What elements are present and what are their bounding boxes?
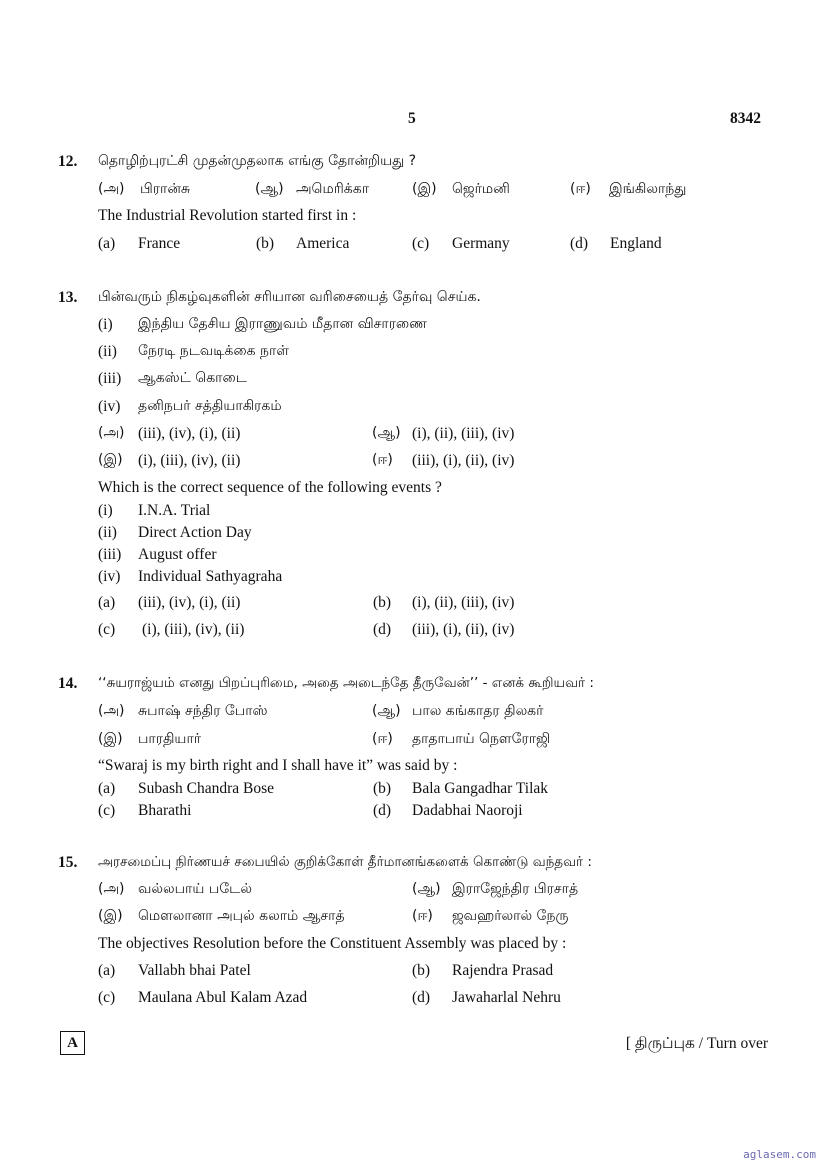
option-text: (iii), (i), (ii), (iv) (412, 452, 515, 469)
option-text: Dadabhai Naoroji (412, 802, 523, 819)
question-number: 13. (58, 289, 78, 306)
option-text: (i), (iii), (iv), (ii) (142, 621, 245, 638)
option-text: (i), (ii), (iii), (iv) (412, 594, 515, 611)
item-text: Direct Action Day (138, 524, 252, 541)
option-label: (அ) (98, 881, 125, 897)
option-label: (c) (98, 802, 116, 819)
item-text: தனிநபர் சத்தியாகிரகம் (138, 398, 282, 414)
option-label: (அ) (98, 703, 125, 719)
question-text-english: Which is the correct sequence of the following events ? (98, 479, 442, 496)
option-label: (a) (98, 780, 116, 797)
option-text: Subash Chandra Bose (138, 780, 275, 797)
option-label: (d) (373, 621, 392, 638)
question-text-tamil: பின்வரும் நிகழ்வுகளின் சரியான வரிசையைத் தேர்வு செய்க. (98, 289, 481, 305)
option-text: மௌலானா அபுல் கலாம் ஆசாத் (138, 908, 345, 924)
option-text: தாதாபாய் நௌரோஜி (412, 731, 551, 747)
question-text-english: “Swaraj is my birth right and I shall have it” was said by : (98, 757, 458, 774)
question-number: 14. (58, 675, 78, 692)
option-label: (ஈ) (372, 452, 393, 468)
item-label: (i) (98, 316, 113, 333)
option-label: (b) (373, 594, 392, 611)
option-text: இங்கிலாந்து (609, 181, 687, 197)
option-label: (ஈ) (412, 908, 433, 924)
question-text-english: The objectives Resolution before the Constituent Assembly was placed by : (98, 935, 567, 952)
question-text-tamil: தொழிற்புரட்சி முதன்முதலாக எங்கு தோன்றியது ? (98, 153, 417, 169)
option-label: (c) (98, 621, 116, 638)
option-label: (ஈ) (372, 731, 393, 747)
option-label: (a) (98, 594, 116, 611)
option-label: (c) (412, 235, 430, 252)
option-text: இராஜேந்திர பிரசாத் (452, 881, 579, 897)
option-text: (iii), (iv), (i), (ii) (138, 594, 241, 611)
option-text: பாரதியார் (138, 731, 202, 747)
question-text-tamil: அரசமைப்பு நிர்ணயச் சபையில் குறிக்கோள் தீர்மானங்களைக் கொண்டு வந்தவர் : (98, 854, 592, 870)
option-text: Rajendra Prasad (452, 962, 554, 979)
option-label: (ஆ) (372, 703, 401, 719)
option-text: Bala Gangadhar Tilak (412, 780, 549, 797)
option-label: (b) (373, 780, 392, 797)
item-text: August offer (138, 546, 217, 563)
question-text-tamil: ‘‘சுயராஜ்யம் எனது பிறப்புரிமை, அதை அடைந்தே தீருவேன்’’ - எனக் கூறியவர் : (98, 675, 594, 691)
option-label: (d) (570, 235, 589, 252)
item-label: (iv) (98, 568, 121, 585)
option-text: Maulana Abul Kalam Azad (138, 989, 308, 1006)
option-text: America (296, 235, 350, 252)
item-label: (i) (98, 502, 113, 519)
option-label: (b) (412, 962, 431, 979)
item-label: (ii) (98, 524, 117, 541)
item-label: (ii) (98, 343, 117, 360)
item-text: இந்திய தேசிய இராணுவம் மீதான விசாரணை (138, 316, 427, 332)
option-label: (d) (373, 802, 392, 819)
option-label: (இ) (412, 181, 437, 197)
option-label: (இ) (98, 731, 123, 747)
option-label: (ஆ) (255, 181, 284, 197)
option-text: ஜவஹர்லால் நேரு (452, 908, 569, 924)
question-number: 12. (58, 153, 78, 170)
turn-over-label: [ திருப்புக / Turn over (625, 1035, 768, 1052)
option-text: அமெரிக்கா (296, 181, 370, 197)
page-number: 5 (408, 110, 416, 127)
option-label: (a) (98, 235, 116, 252)
item-label: (iii) (98, 546, 122, 563)
item-label: (iii) (98, 370, 122, 387)
option-text: France (138, 235, 181, 252)
option-label: (ஈ) (570, 181, 591, 197)
question-text-english: The Industrial Revolution started first in : (98, 207, 357, 224)
paper-code: 8342 (730, 110, 761, 127)
option-label: (a) (98, 962, 116, 979)
option-label: (d) (412, 989, 431, 1006)
option-label: (ஆ) (372, 425, 401, 441)
option-text: பிரான்சு (140, 181, 191, 197)
option-text: ஜெர்மனி (452, 181, 510, 197)
item-text: நேரடி நடவடிக்கை நாள் (138, 343, 289, 359)
option-text: (i), (ii), (iii), (iv) (412, 425, 515, 442)
option-text: (iii), (iv), (i), (ii) (138, 425, 241, 442)
option-label: (b) (256, 235, 275, 252)
item-label: (iv) (98, 398, 121, 415)
option-label: (இ) (98, 452, 123, 468)
question-number: 15. (58, 854, 78, 871)
option-label: (அ) (98, 181, 125, 197)
option-text: வல்லபாய் படேல் (138, 881, 252, 897)
option-text: Jawaharlal Nehru (452, 989, 561, 1006)
option-text: (iii), (i), (ii), (iv) (412, 621, 515, 638)
option-text: Bharathi (138, 802, 192, 819)
option-text: Germany (452, 235, 510, 252)
item-text: Individual Sathyagraha (138, 568, 283, 585)
item-text: I.N.A. Trial (138, 502, 211, 519)
option-label: (c) (98, 989, 116, 1006)
option-text: சுபாஷ் சந்திர போஸ் (138, 703, 268, 719)
item-text: ஆகஸ்ட் கொடை (138, 370, 247, 386)
option-text: Vallabh bhai Patel (138, 962, 251, 979)
watermark: aglasem.com (743, 1148, 816, 1161)
option-text: England (610, 235, 662, 252)
option-label: (இ) (98, 908, 123, 924)
option-label: (அ) (98, 425, 125, 441)
option-label: (ஆ) (412, 881, 441, 897)
option-text: (i), (iii), (iv), (ii) (138, 452, 241, 469)
option-text: பால கங்காதர திலகர் (412, 703, 544, 719)
version-box: A (60, 1031, 85, 1055)
